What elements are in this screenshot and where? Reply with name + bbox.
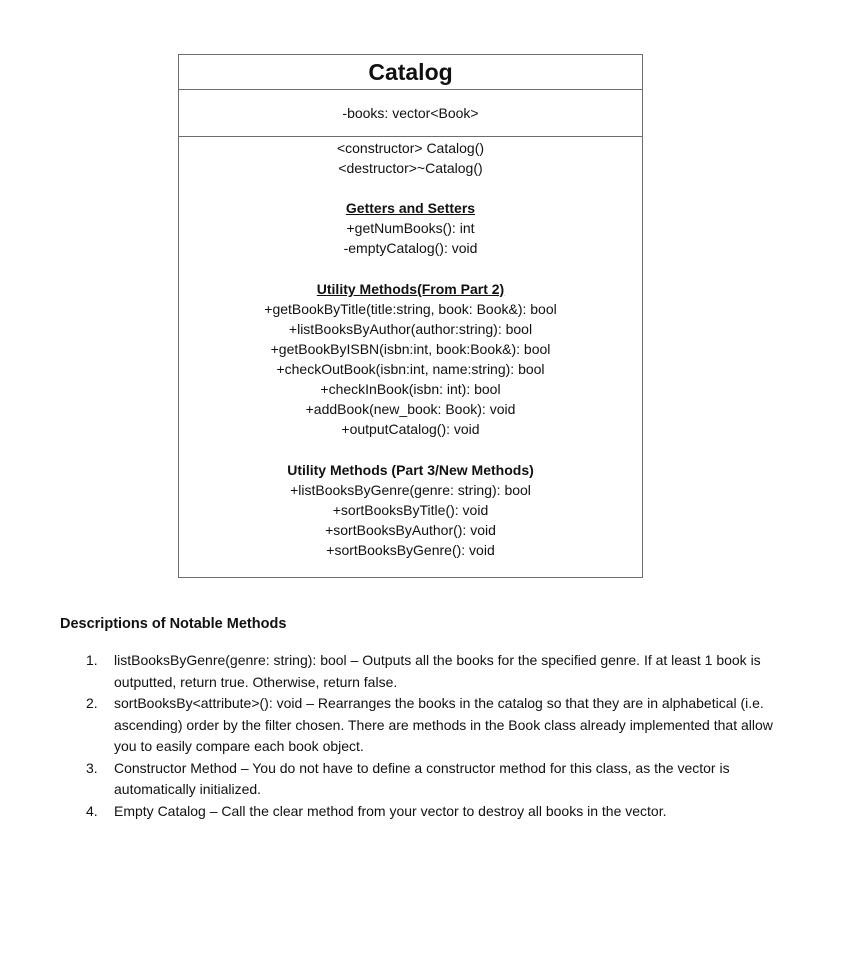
attributes-section [179,90,642,137]
item-text: Empty Catalog – Call the clear method from your vector to destroy all books in the vector. [114,802,667,819]
method-line: +addBook(new_book: Book): void [305,401,516,418]
item-text: sortBooksBy<attribute>(): void – Rearranges the books in the catalog so that they are in alphabetical (i.e. ascending) order by the filter chosen. There are methods in the Book class already implemented that allow you to easily compare each book object. [114,695,773,754]
list-item [86,693,776,758]
item-number: 1. [86,652,98,668]
item-text: Constructor Method – You do not have to define a constructor method for this class, as the vector is automatically initialized. [114,759,730,797]
method-line: +checkOutBook(isbn:int, name:string): bool [276,361,545,378]
descriptions-heading: Descriptions of Notable Methods [60,616,287,632]
method-line: +getBookByTitle(title:string, book: Book&): bool [264,300,557,317]
descriptions-list [86,650,776,822]
spacer [179,439,642,459]
getters-setters-heading: Getters and Setters [345,200,476,217]
method-line: +sortBooksByGenre(): void [326,541,495,558]
spacer [179,259,642,279]
method-line: +sortBooksByTitle(): void [332,501,489,518]
item-number: 2. [86,695,98,711]
item-number: 3. [86,759,98,776]
list-item [86,758,776,801]
utility-methods-heading: Utility Methods(From Part 2) [316,280,505,297]
method-line: +getNumBooks(): int [346,220,475,237]
method-line: +listBooksByAuthor(author:string): bool [288,320,533,337]
method-line: +listBooksByGenre(genre: string): bool [290,481,531,498]
item-text: listBooksByGenre(genre: string): bool – Outputs all the books for the specified genre. If at least 1 book is outputted, return true. Otherwise, return false. [114,652,761,690]
method-line: +outputCatalog(): void [341,421,480,438]
uml-class-diagram [178,54,643,578]
list-item [86,801,776,823]
destructor-line: <destructor>~Catalog() [338,160,483,177]
new-methods-heading: Utility Methods (Part 3/New Methods) [287,461,534,478]
methods-section [179,137,642,560]
spacer [179,178,642,198]
list-item [86,650,776,693]
method-line: +getBookByISBN(isbn:int, book:Book&): bool [270,340,551,357]
method-line: +sortBooksByAuthor(): void [325,521,496,538]
method-line: +checkInBook(isbn: int): bool [320,381,501,398]
attribute-books: -books: vector<Book> [342,105,479,121]
item-number: 4. [86,802,98,819]
class-name: Catalog [179,55,642,90]
constructor-line: <constructor> Catalog() [336,140,485,156]
method-line: -emptyCatalog(): void [343,240,478,257]
